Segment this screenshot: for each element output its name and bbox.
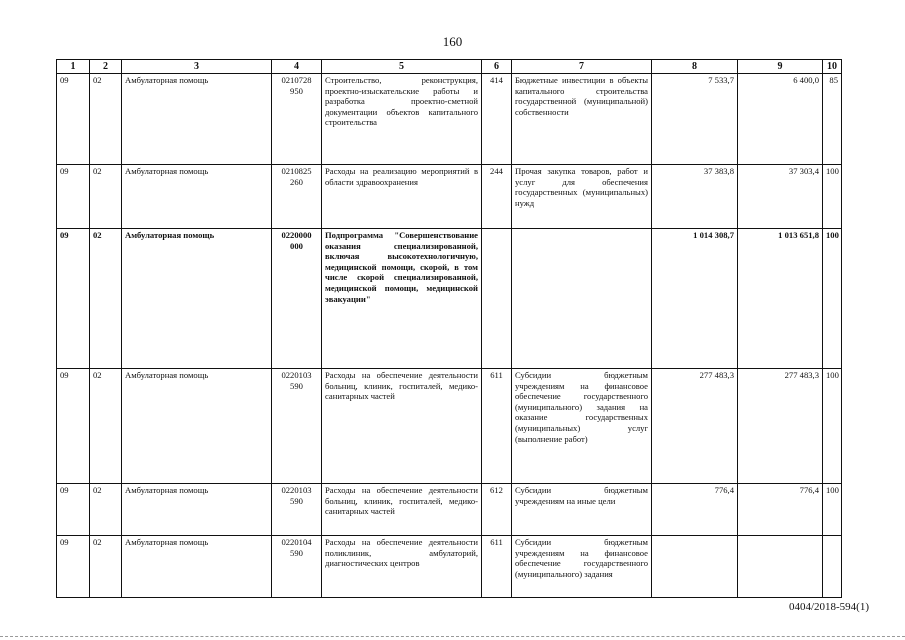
target-article-name: Расходы на реализацию мероприятий в области здравоохранения [322,165,482,229]
executed-amount: 1 013 651,8 [738,229,823,369]
expense-type-name: Бюджетные инвестиции в объекты капитального строительства государственной (муниципальной) собственности [512,74,652,165]
header-cell: 3 [122,60,272,74]
table-row [57,536,842,598]
header-cell: 9 [738,60,823,74]
subsection-code: 02 [90,229,122,369]
budget-table [56,59,842,598]
header-cell: 2 [90,60,122,74]
page-number: 160 [442,34,463,49]
section-code: 09 [57,74,90,165]
header-cell: 8 [652,60,738,74]
expense-type-code: 414 [482,74,512,165]
section-code: 09 [57,165,90,229]
expense-type-name: Прочая закупка товаров, работ и услуг для обеспечения государственных (муниципальных) нужд [512,165,652,229]
target-article-code: 0220103 590 [272,369,322,484]
execution-percent: 100 [823,165,842,229]
header-row [57,60,842,74]
expense-type-name: Субсидии бюджетным учреждениям на финансовое обеспечение государственного (муниципального) задания на оказание государственных (муниципальных) услуг (выполнение работ) [512,369,652,484]
planned-amount: 7 533,7 [652,74,738,165]
planned-amount: 277 483,3 [652,369,738,484]
subsection-code: 02 [90,484,122,536]
table-row [57,484,842,536]
scan-edge [0,636,905,640]
target-article-name: Расходы на обеспечение деятельности поликлиник, амбулаторий, диагностических центров [322,536,482,598]
target-article-name: Строительство, реконструкция, проектно-изыскательские работы и разработка проектно-сметной документации объектов капитального строительства [322,74,482,165]
section-name: Амбулаторная помощь [122,229,272,369]
planned-amount: 776,4 [652,484,738,536]
target-article-name: Подпрограмма "Совершенствование оказания специализированной, включая высокотехнологичную, медицинской помощи, скорой, в том числе скорой специализированной, медицинской помощи, медицинской эвакуации" [322,229,482,369]
target-article-name: Расходы на обеспечение деятельности больниц, клиник, госпиталей, медико-санитарных частей [322,369,482,484]
expense-type-code: 611 [482,536,512,598]
expense-type-code: 611 [482,369,512,484]
section-name: Амбулаторная помощь [122,369,272,484]
header-cell: 6 [482,60,512,74]
target-article-code: 0220104 590 [272,536,322,598]
expense-type-code: 612 [482,484,512,536]
planned-amount: 37 383,8 [652,165,738,229]
section-name: Амбулаторная помощь [122,74,272,165]
executed-amount: 6 400,0 [738,74,823,165]
expense-type-code [482,229,512,369]
section-code: 09 [57,369,90,484]
expense-type-code: 244 [482,165,512,229]
section-name: Амбулаторная помощь [122,536,272,598]
planned-amount [652,536,738,598]
subsection-code: 02 [90,369,122,484]
table-row [57,369,842,484]
executed-amount [738,536,823,598]
section-code: 09 [57,229,90,369]
subsection-code: 02 [90,74,122,165]
subsection-code: 02 [90,165,122,229]
expense-type-name: Субсидии бюджетным учреждениям на финансовое обеспечение государственного (муниципального) задания [512,536,652,598]
section-code: 09 [57,484,90,536]
expense-type-name: Субсидии бюджетным учреждениям на иные цели [512,484,652,536]
executed-amount: 776,4 [738,484,823,536]
execution-percent [823,536,842,598]
target-article-code: 0210728 950 [272,74,322,165]
planned-amount: 1 014 308,7 [652,229,738,369]
table-row [57,229,842,369]
header-cell: 4 [272,60,322,74]
header-cell: 10 [823,60,842,74]
header-cell: 1 [57,60,90,74]
target-article-code: 0220103 590 [272,484,322,536]
section-name: Амбулаторная помощь [122,165,272,229]
executed-amount: 277 483,3 [738,369,823,484]
expense-type-name [512,229,652,369]
execution-percent: 100 [823,369,842,484]
table-row [57,74,842,165]
target-article-code: 0210825 260 [272,165,322,229]
section-code: 09 [57,536,90,598]
table-row [57,165,842,229]
execution-percent: 100 [823,484,842,536]
target-article-code: 0220000 000 [272,229,322,369]
executed-amount: 37 303,4 [738,165,823,229]
execution-percent: 100 [823,229,842,369]
target-article-name: Расходы на обеспечение деятельности больниц, клиник, госпиталей, медико-санитарных частей [322,484,482,536]
header-cell: 7 [512,60,652,74]
section-name: Амбулаторная помощь [122,484,272,536]
document-code: 0404/2018-594(1) [788,601,869,613]
subsection-code: 02 [90,536,122,598]
header-cell: 5 [322,60,482,74]
execution-percent: 85 [823,74,842,165]
